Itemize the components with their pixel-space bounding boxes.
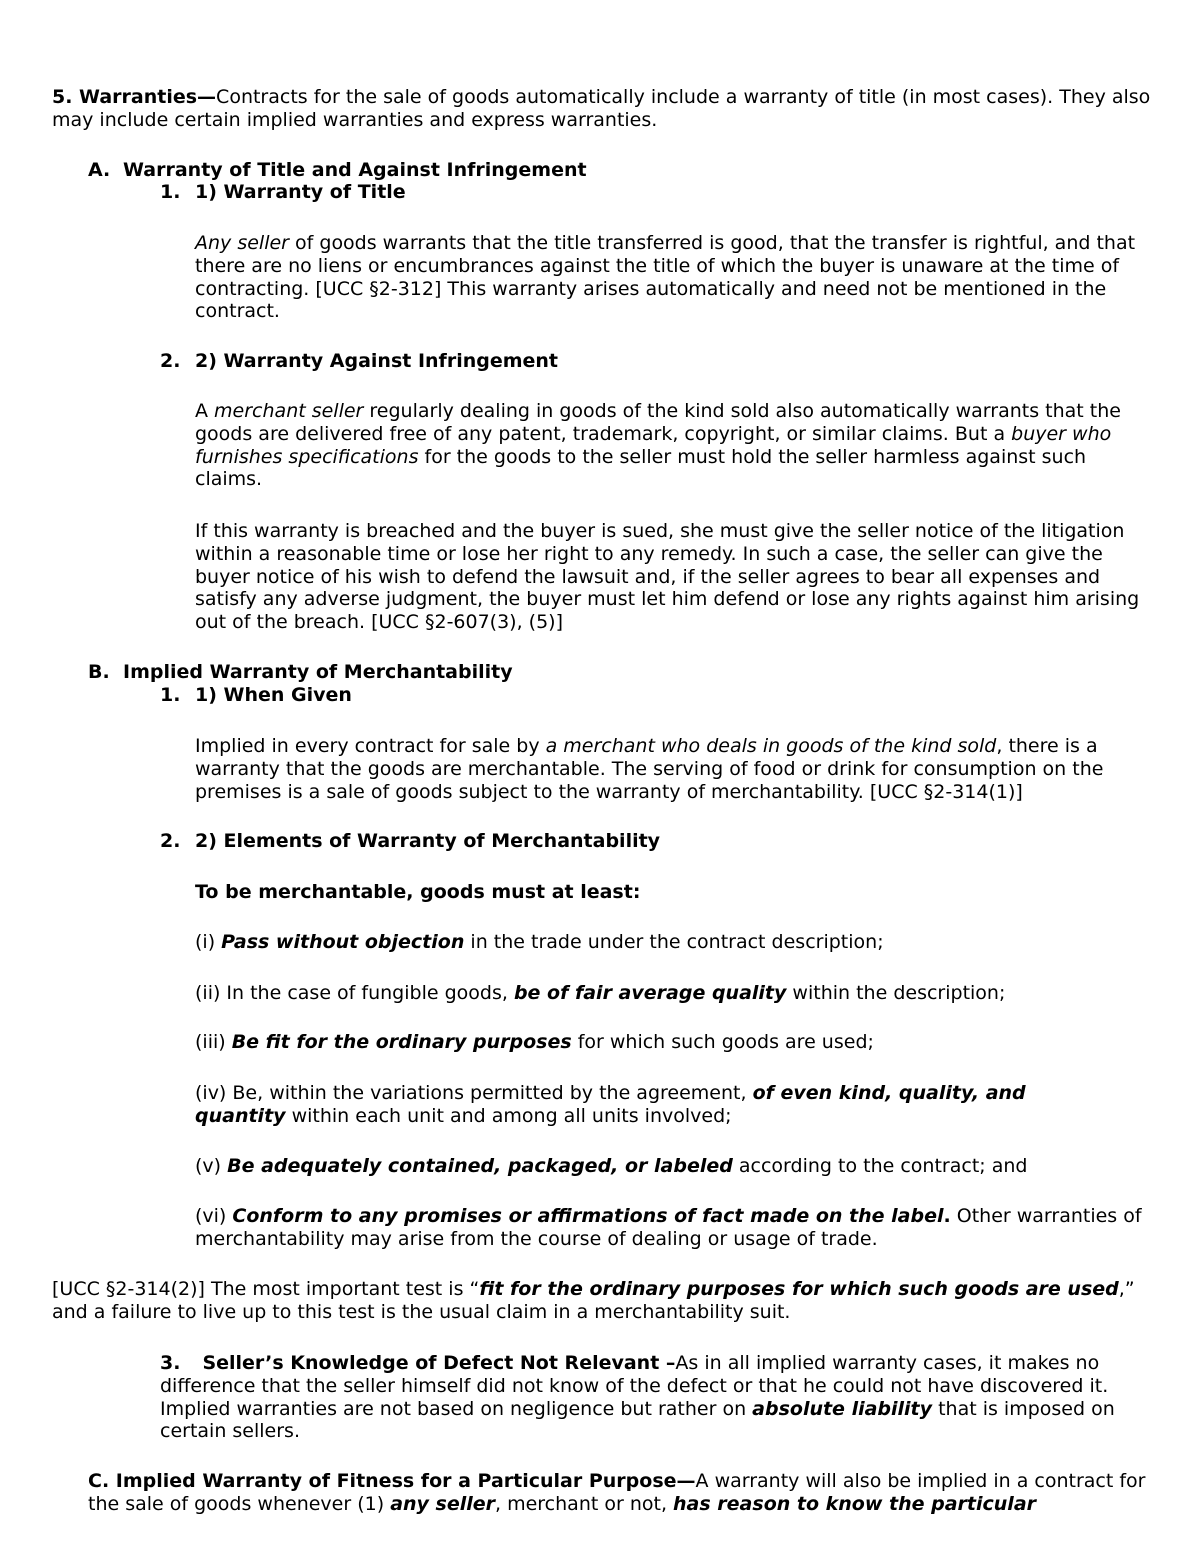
reason-to-know-emphasis: has reason to know the particular — [673, 1492, 1037, 1515]
element-i-emphasis: Pass without objection — [221, 931, 465, 953]
element-vi-text: Other warranties of merchantability may arise from the course of dealing or usage of trade. — [195, 1205, 1142, 1250]
element-i-text: in the trade under the contract description; — [464, 931, 884, 953]
buyer-specifications-emphasis: buyer who furnishes specifications — [195, 422, 1112, 468]
element-iii-text: for which such goods are used; — [571, 1031, 874, 1053]
warranty-of-title-text: of goods warrants that the title transferred is good, that the transfer is rightful, and that there are no liens or encumbrances against the title of which the buyer is unaware at the time of contracting. [UCC §2-312] This warranty arises automatically and need not be mentioned in the contract. — [195, 232, 1136, 323]
section-c-paragraph — [88, 1470, 1153, 1516]
element-vi-period: . — [943, 1205, 951, 1227]
element-ii — [195, 982, 1145, 1005]
element-i — [195, 931, 1145, 954]
section-a-item1-num: 1. — [160, 181, 181, 203]
when-given-text-b: , there is a warranty that the goods are merchantable. The serving of food or drink for consumption on the premises is a sale of goods subject to the warranty of merchantability. [UCC §2-314(1)] — [195, 735, 1104, 803]
section-c-text-a: A warranty will also be implied in a contract for the sale of goods whenever (1) — [88, 1470, 1146, 1515]
when-given-text-a: Implied in every contract for sale by — [195, 735, 546, 757]
section-a-item2-title: 2) Warranty Against Infringement — [195, 350, 559, 372]
seller-knowledge-text-b: that is imposed on certain sellers. — [160, 1397, 1115, 1443]
intro-text: Contracts for the sale of goods automatically include a warranty of title (in most cases). They also may include certain implied warranties and express warranties. — [52, 86, 1151, 131]
ucc-note-text-b: ,” and a failure to live up to this test is the usual claim in a merchantability suit. — [52, 1278, 1135, 1323]
element-iv-emphasis: of even kind, quality, and quantity — [195, 1082, 1026, 1127]
section-c-text-b: , merchant or not, — [495, 1492, 674, 1515]
section-b-item3-title: Seller’s Knowledge of Defect Not Relevant – — [202, 1352, 676, 1374]
section-b-item3-num: 3. — [160, 1352, 181, 1374]
element-v — [195, 1155, 1145, 1178]
element-iii-emphasis: Be fit for the ordinary purposes — [231, 1031, 572, 1053]
element-iv-text: within each unit and among all units involved; — [285, 1104, 732, 1127]
section-b-item2-num: 2. — [160, 830, 181, 852]
element-ii-num: (ii) In the case of fungible goods, — [195, 982, 514, 1004]
element-iv-num: (iv) Be, within the variations permitted by the agreement, — [195, 1082, 753, 1104]
infringement-text-b: regularly dealing in goods of the kind sold also automatically warrants that the goods are delivered free of any patent, trademark, copyright, or similar claims. But a — [195, 400, 1121, 445]
when-given-paragraph — [195, 735, 1145, 803]
section-b-item1-num: 1. — [160, 684, 181, 706]
any-seller-emphasis: Any seller — [195, 232, 289, 254]
section-a-item2-num: 2. — [160, 350, 181, 372]
element-vi-num: (vi) — [195, 1205, 233, 1227]
element-vi-emphasis: Conform to any promises or affirmations of fact made on the label — [232, 1205, 944, 1227]
section-a-label: A. — [88, 159, 111, 181]
seller-knowledge-paragraph — [160, 1352, 1150, 1443]
infringement-text-a: A — [195, 400, 215, 422]
element-v-emphasis: Be adequately contained, packaged, or labeled — [227, 1155, 733, 1177]
absolute-liability-emphasis: absolute liability — [752, 1397, 933, 1420]
element-vi — [195, 1205, 1145, 1251]
infringement-text-c: for the goods to the seller must hold the seller harmless against such claims. — [195, 445, 1087, 491]
merchant-deals-emphasis: a merchant who deals in goods of the kind sold — [545, 735, 997, 757]
any-seller-c-emphasis: any seller — [390, 1492, 496, 1515]
element-iv — [195, 1082, 1085, 1128]
section-a-title: Warranty of Title and Against Infringement — [123, 159, 587, 181]
ucc-note-text-a: [UCC §2-314(2)] The most important test is “ — [52, 1278, 480, 1300]
element-ii-text: within the description; — [786, 982, 1006, 1004]
ucc-note-emphasis: fit for the ordinary purposes for which such goods are used — [479, 1278, 1119, 1300]
element-iii — [195, 1031, 1145, 1054]
element-i-num: (i) — [195, 931, 222, 953]
infringement-paragraph-2: If this warranty is breached and the buyer is sued, she must give the seller notice of the litigation within a reasonable time or lose her right to any remedy. In such a case, the seller can give the buyer notice of his wish to defend the lawsuit and, if the seller agrees to bear all expenses and satisfy any adverse judgment, the buyer must let him defend or lose any rights against him arising out of the breach. [UCC §2-607(3), (5)] — [195, 520, 1140, 634]
merchantable-lead: To be merchantable, goods must at least: — [195, 881, 641, 903]
ucc-note-paragraph — [52, 1278, 1152, 1324]
section-b-title: Implied Warranty of Merchantability — [123, 661, 513, 683]
merchant-seller-emphasis: merchant seller — [214, 400, 364, 422]
seller-knowledge-text-a: As in all implied warranty cases, it makes no difference that the seller himself did not know of the defect or that he could not have discovered it. Implied warranties are not based on negligence but rather on — [160, 1352, 1109, 1420]
infringement-paragraph-1 — [195, 400, 1145, 491]
element-iii-num: (iii) — [195, 1031, 232, 1053]
section-c-title: C. Implied Warranty of Fitness for a Particular Purpose— — [88, 1470, 696, 1492]
element-ii-emphasis: be of fair average quality — [513, 982, 787, 1004]
intro-paragraph — [52, 86, 1152, 132]
section-b-label: B. — [88, 661, 110, 683]
intro-heading: 5. Warranties— — [52, 86, 217, 108]
section-a-item1-title: 1) Warranty of Title — [195, 181, 406, 203]
element-v-text: according to the contract; and — [732, 1155, 1028, 1177]
section-b-item2-title: 2) Elements of Warranty of Merchantability — [195, 830, 661, 852]
element-v-num: (v) — [195, 1155, 228, 1177]
warranty-of-title-paragraph — [195, 232, 1150, 323]
section-b-item1-title: 1) When Given — [195, 684, 352, 706]
